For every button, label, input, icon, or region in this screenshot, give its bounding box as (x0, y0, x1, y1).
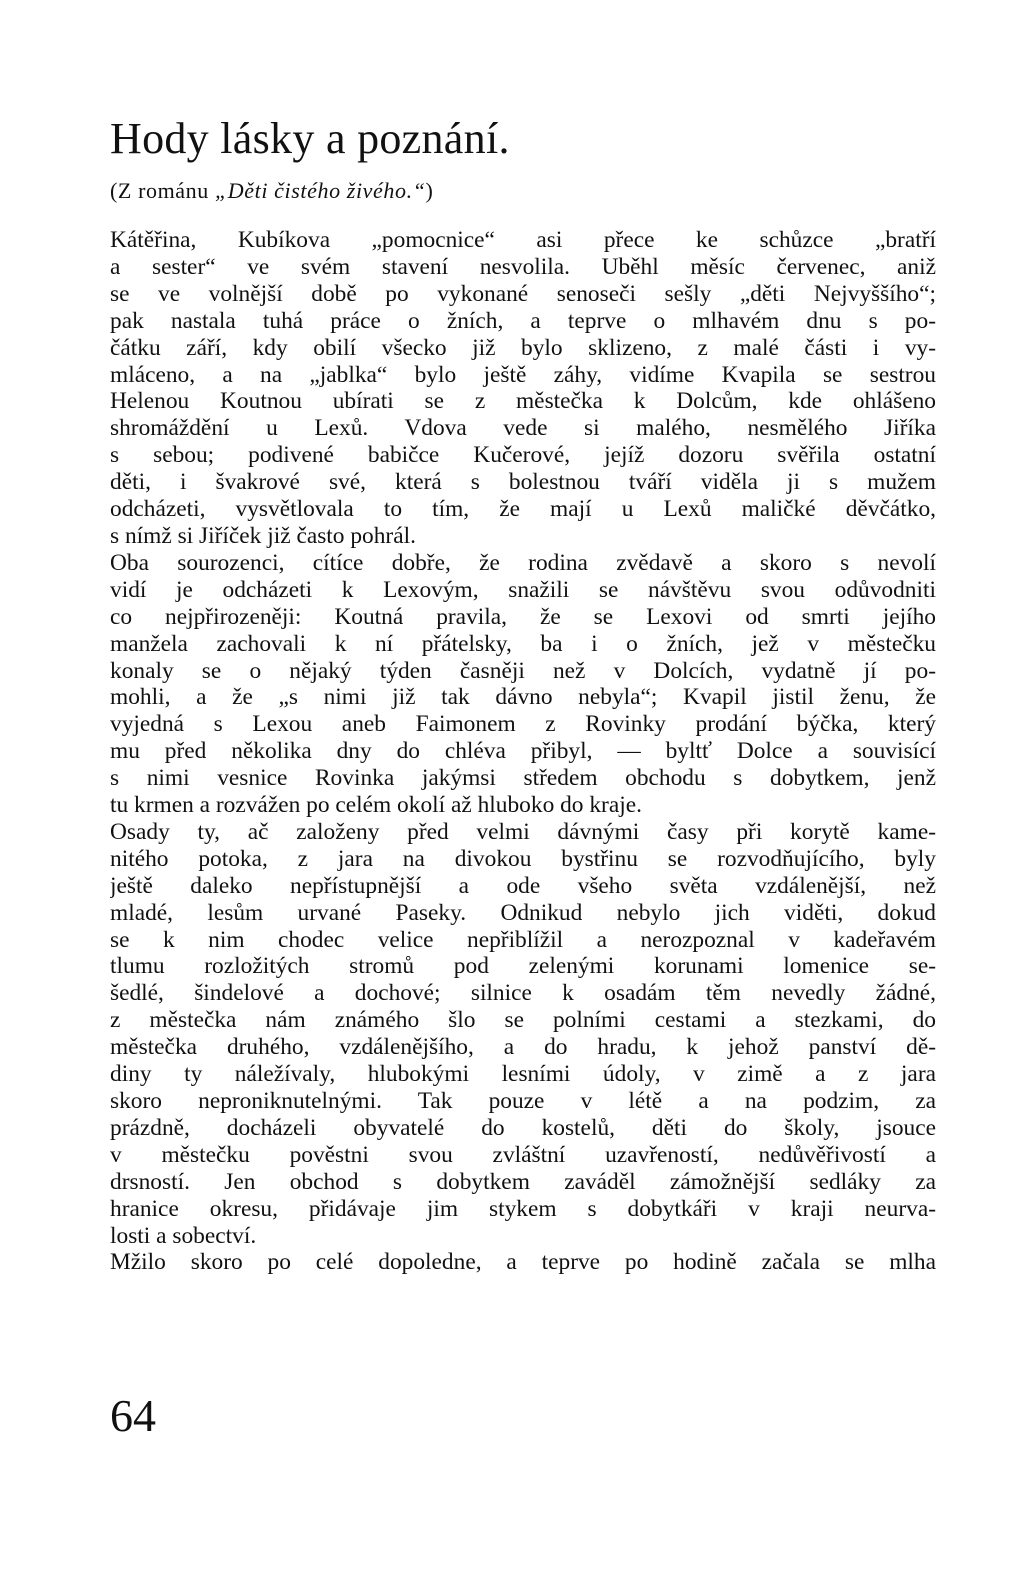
text-line: pak nastala tuhá práce o žních, a teprve o mlhavém dnu s po- (110, 307, 936, 334)
text-line: vyjedná s Lexou aneb Faimonem z Rovinky prodání býčka, který (110, 711, 936, 738)
text-line: mláceno, a na „jablka“ bylo ještě záhy, vidíme Kvapila se sestrou (110, 361, 936, 388)
text-line: se k nim chodec velice nepřiblížil a nerozpoznal v kadeřavém (110, 926, 936, 953)
text-line: šedlé, šindelové a dochové; silnice k osadám těm nevedly žádné, (110, 980, 936, 1007)
text-line: odcházeti, vysvětlovala to tím, že mají u Lexů maličké děvčátko, (110, 496, 936, 523)
text-line: tlumu rozložitých stromů pod zelenými korunami lomenice se- (110, 953, 936, 980)
text-line: a sester“ ve svém stavení nesvolila. Uběhl měsíc červenec, aniž (110, 253, 936, 280)
subtitle-open: (Z románu (110, 178, 215, 203)
text-line: z městečka nám známého šlo se polními cestami a stezkami, do (110, 1007, 936, 1034)
book-page (110, 0, 936, 1573)
subtitle-book-title: „Děti čistého živého.“ (214, 178, 426, 203)
subtitle-close: ) (425, 178, 434, 203)
text-line: skoro neproniknutelnými. Tak pouze v létě a na podzim, za (110, 1088, 936, 1114)
text-line: Mžilo skoro po celé dopoledne, a teprve po hodině začala se mlha (110, 1249, 936, 1276)
text-line: děti, i švakrové své, která s bolestnou tváří viděla ji s mužem (110, 469, 936, 496)
text-line: Kátěřina, Kubíkova „pomocnice“ asi přece ke schůzce „bratří (110, 227, 936, 253)
chapter-subtitle (110, 176, 433, 206)
text-line: mohli, a že „s nimi již tak dávno nebyla“; Kvapil jistil ženu, že (110, 684, 936, 711)
text-line: v městečku pověstni svou zvláštní uzavřeností, nedůvěřivostí a (110, 1141, 936, 1168)
text-line: nitého potoka, z jara na divokou bystřinu se rozvodňujícího, byly (110, 845, 936, 872)
text-line: mu před několika dny do chléva přibyl, — byltť Dolce a souvisící (110, 738, 936, 765)
text-line: drsností. Jen obchod s dobytkem zaváděl zámožnější sedláky za (110, 1168, 936, 1195)
text-line: s sebou; podivené babičce Kučerové, jejíž dozoru svěřila ostatní (110, 442, 936, 469)
text-line: losti a sobectví. (110, 1222, 257, 1249)
text-line: mladé, lesům urvané Paseky. Odnikud nebylo jich viděti, dokud (110, 899, 936, 926)
body-text (110, 227, 936, 1276)
text-line: hranice okresu, přidávaje jim stykem s dobytkáři v kraji neurva- (110, 1195, 936, 1222)
text-line: vidí je odcházeti k Lexovým, snažili se návštěvu svou odůvodniti (110, 576, 936, 603)
text-line: se ve volnější době po vykonané senoseči sešly „děti Nejvyššího“; (110, 280, 936, 307)
text-line: Helenou Koutnou ubírati se z městečka k Dolcům, kde ohlášeno (110, 388, 936, 415)
text-line: s nímž si Jiříček již často pohrál. (110, 522, 416, 549)
text-line: konaly se o nějaký týden časněji než v Dolcích, vydatně jí po- (110, 657, 936, 684)
text-line: městečka druhého, vzdálenějšího, a do hradu, k jehož panství dě- (110, 1034, 936, 1061)
text-line: Osady ty, ač založeny před velmi dávnými časy při korytě kame- (110, 818, 936, 845)
text-line: manžela zachovali k ní přátelsky, ba i o žních, jež v městečku (110, 630, 936, 657)
text-line: s nimi vesnice Rovinka jakýmsi středem obchodu s dobytkem, jenž (110, 765, 936, 792)
text-line: Oba sourozenci, cítíce dobře, že rodina zvědavě a skoro s nevolí (110, 549, 936, 576)
text-line: co nejpřirozeněji: Koutná pravila, že se Lexovi od smrti jejího (110, 603, 936, 630)
text-line: shromáždění u Lexů. Vdova vede si malého, nesmělého Jiříka (110, 415, 936, 442)
text-line: prázdně, docházeli obyvatelé do kostelů, děti do školy, jsouce (110, 1114, 936, 1141)
text-line: diny ty náležívaly, hlubokými lesními údoly, v zimě a z jara (110, 1061, 936, 1088)
chapter-title: Hody lásky a poznání. (110, 114, 510, 163)
text-line: tu krmen a rozvážen po celém okolí až hluboko do kraje. (110, 792, 642, 819)
text-line: čátku září, kdy obilí všecko již bylo sklizeno, z malé části i vy- (110, 334, 936, 361)
text-line: ještě daleko nepřístupnější a ode všeho světa vzdálenější, než (110, 872, 936, 899)
page-number: 64 (110, 1390, 156, 1441)
